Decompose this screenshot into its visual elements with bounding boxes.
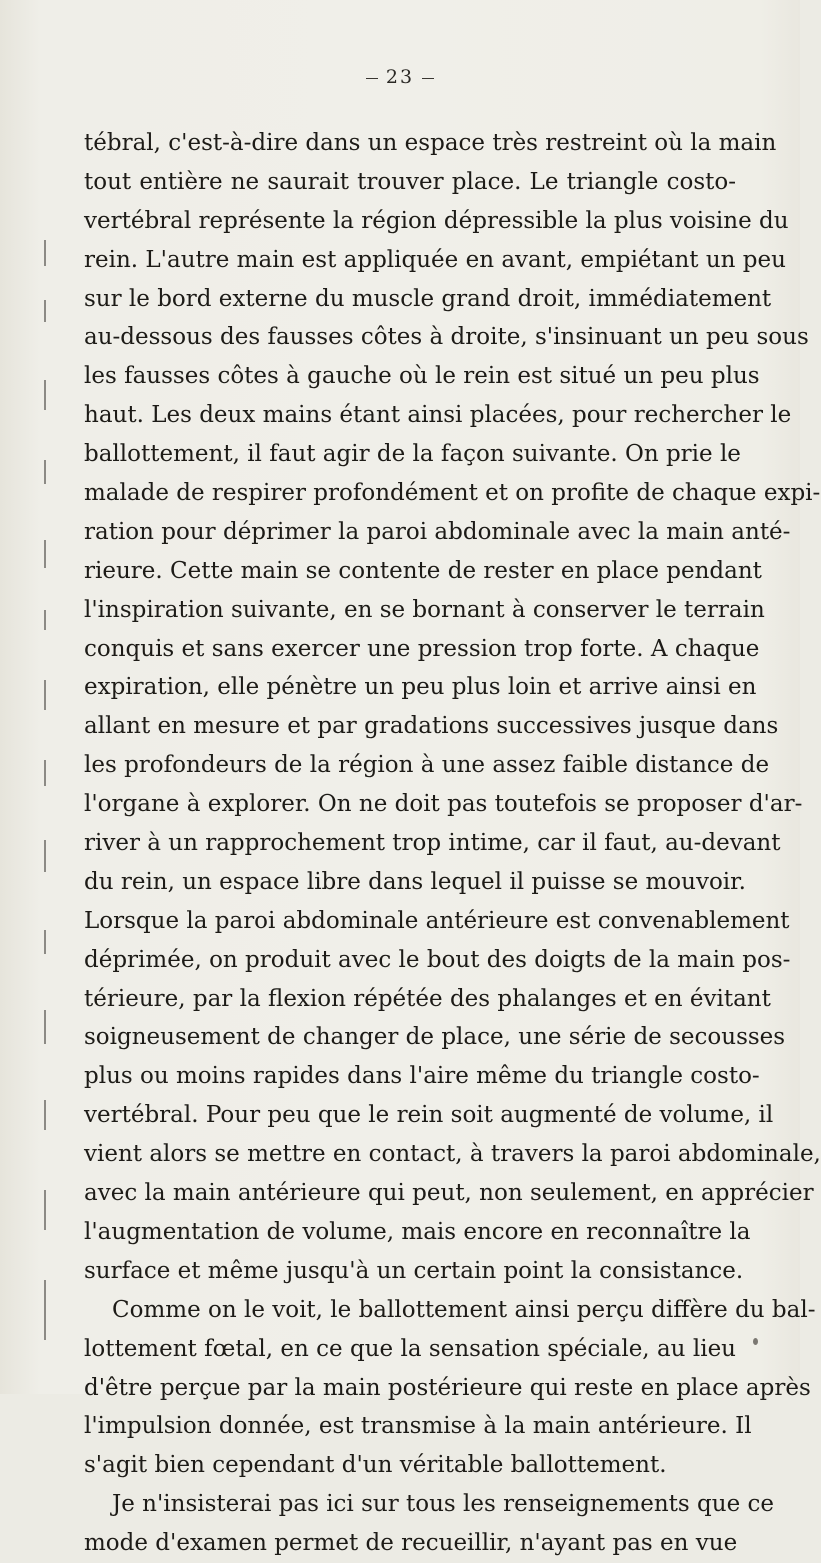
- text-line: river à un rapprochement trop intime, car il faut, au-devant: [84, 830, 781, 857]
- text-line: allant en mesure et par gradations successives jusque dans: [84, 713, 779, 740]
- text-line: avec la main antérieure qui peut, non seulement, en apprécier: [84, 1180, 814, 1207]
- text-line: vertébral représente la région dépressible la plus voisine du: [84, 207, 789, 234]
- text-line: ballottement, il faut agir de la façon suivante. On prie le: [84, 441, 741, 468]
- text-line: ration pour déprimer la paroi abdominale avec la main anté-: [84, 518, 791, 545]
- text-line: conquis et sans exercer une pression trop forte. A chaque: [84, 635, 760, 662]
- text-line: malade de respirer profondément et on profite de chaque expi-: [84, 480, 821, 507]
- text-line: s'agit bien cependant d'un véritable ballottement.: [84, 1452, 667, 1479]
- text-line: vertébral. Pour peu que le rein soit augmenté de volume, il: [84, 1102, 774, 1129]
- text-line: tout entière ne saurait trouver place. Le triangle costo-: [84, 168, 736, 195]
- text-line: soigneusement de changer de place, une série de secousses: [84, 1024, 786, 1051]
- text-line: térieure, par la flexion répétée des phalanges et en évitant: [84, 985, 771, 1012]
- text-line: mode d'examen permet de recueillir, n'ayant pas en vue: [84, 1530, 738, 1557]
- text-line: l'augmentation de volume, mais encore en reconnaître la: [84, 1218, 751, 1245]
- text-line: haut. Les deux mains étant ainsi placées, pour rechercher le: [84, 402, 792, 429]
- text-line: Lorsque la paroi abdominale antérieure est convenablement: [84, 907, 790, 934]
- text-line: surface et même jusqu'à un certain point la consistance.: [84, 1257, 744, 1284]
- text-line: rieure. Cette main se contente de rester en place pendant: [84, 557, 762, 584]
- body-text: [84, 124, 821, 1563]
- text-line: l'inspiration suivante, en se bornant à conserver le terrain: [84, 596, 765, 623]
- text-line: les fausses côtes à gauche où le rein est situé un peu plus: [84, 363, 760, 390]
- text-line: l'organe à explorer. On ne doit pas toutefois se proposer d'ar-: [84, 791, 803, 818]
- text-line: déprimée, on produit avec le bout des doigts de la main pos-: [84, 946, 791, 973]
- text-line: plus ou moins rapides dans l'aire même du triangle costo-: [84, 1063, 760, 1090]
- text-line: Je n'insisterai pas ici sur tous les renseignements que ce: [112, 1491, 774, 1518]
- text-line: l'impulsion donnée, est transmise à la main antérieure. Il: [84, 1413, 752, 1440]
- text-line: vient alors se mettre en contact, à travers la paroi abdominale,: [84, 1141, 821, 1168]
- text-line: au-dessous des fausses côtes à droite, s'insinuant un peu sous: [84, 324, 809, 351]
- text-line: lottement fœtal, en ce que la sensation spéciale, au lieu: [84, 1335, 736, 1362]
- stray-ink-mark: [753, 1338, 758, 1345]
- text-line: du rein, un espace libre dans lequel il puisse se mouvoir.: [84, 868, 746, 895]
- text-line: sur le bord externe du muscle grand droit, immédiatement: [84, 285, 772, 312]
- text-line: tébral, c'est-à-dire dans un espace très restreint où la main: [84, 130, 777, 156]
- text-line: d'être perçue par la main postérieure qui reste en place après: [84, 1374, 811, 1401]
- text-line: les profondeurs de la région à une assez faible distance de: [84, 752, 770, 779]
- page-number: 23: [0, 66, 800, 88]
- text-line: Comme on le voit, le ballottement ainsi perçu diffère du bal-: [112, 1296, 816, 1323]
- text-line: expiration, elle pénètre un peu plus loin et arrive ainsi en: [84, 674, 757, 701]
- text-line: rein. L'autre main est appliquée en avant, empiétant un peu: [84, 246, 786, 273]
- left-margin-bleed-marks: [40, 240, 54, 1390]
